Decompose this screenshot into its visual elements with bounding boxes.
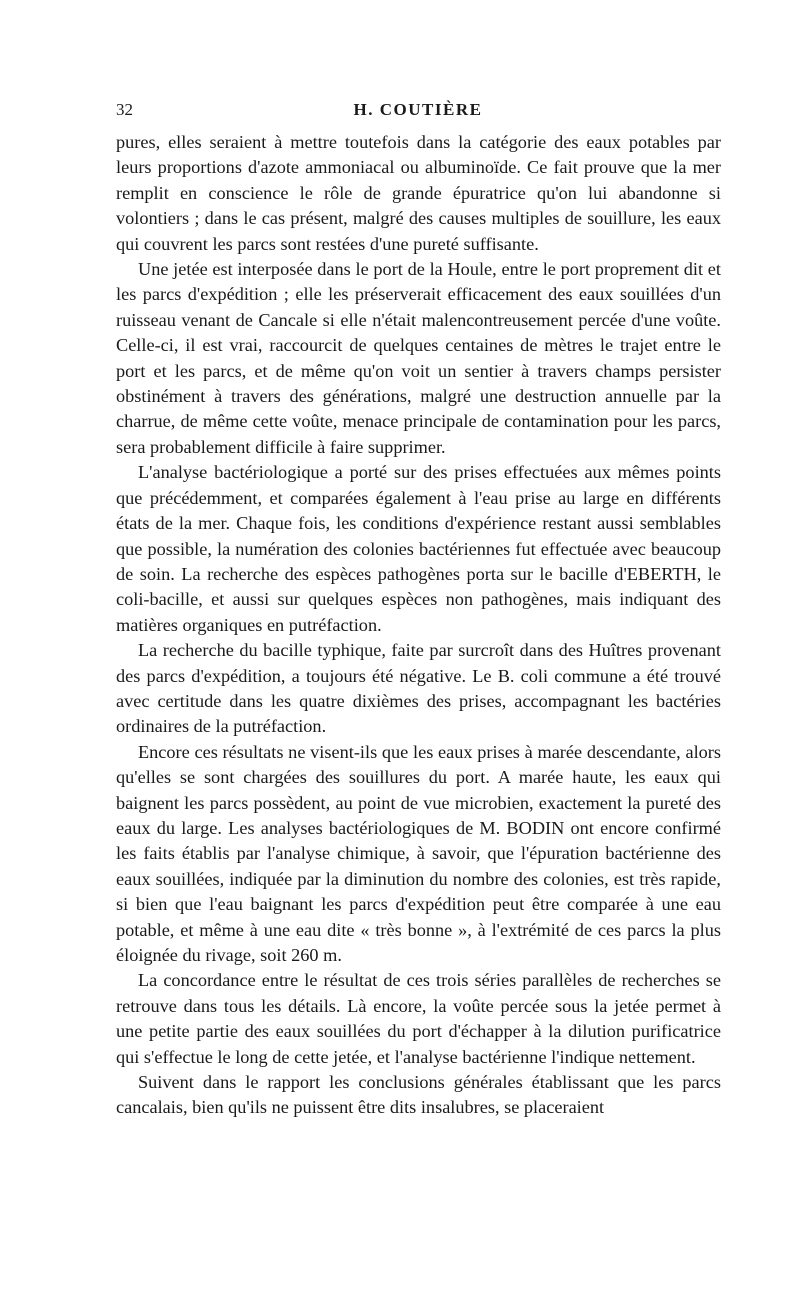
paragraph-7: Suivent dans le rapport les conclusions générales établissant que les parcs cancalais, bien qu'ils ne puissent être dits insalubres, se placeraient [116,1072,721,1118]
paragraph-3: L'analyse bactériologique a porté sur des prises effectuées aux mêmes points que précédemment, et comparées également à l'eau prise au large en différents états de la mer. Chaque fois, les conditions d'expérience restant aussi semblables que possible, la numération des colonies bactériennes fut effectuée avec beaucoup de soin. La recherche des espèces pathogènes porta sur le bacille d'EBERTH, le coli-bacille, et aussi sur quelques espèces non pathogènes, mais indiquant des matières organiques en putréfaction. [116,462,721,635]
page-header [116,100,720,122]
paragraph-4: La recherche du bacille typhique, faite par surcroît dans des Huîtres provenant des parcs d'expédition, a toujours été négative. Le B. coli commune a été trouvé avec certitude dans les quatre dixièmes des prises, accompagnant les bactéries ordinaires de la putréfaction. [116,640,721,737]
page-number: 32 [116,100,133,119]
paragraph-1: pures, elles seraient à mettre toutefois dans la catégorie des eaux potables par leurs proportions d'azote ammoniacal ou albuminoïde. Ce fait prouve que la mer remplit en conscience le rôle de grande épuratrice qu'on lui abandonne si volontiers ; dans le cas présent, malgré des causes multiples de souillure, les eaux qui couvrent les parcs sont restées d'une pureté suffisante. [116,132,721,254]
paragraph-5: Encore ces résultats ne visent-ils que les eaux prises à marée descendante, alors qu'elles se sont chargées des souillures du port. A marée haute, les eaux qui baignent les parcs possèdent, au point de vue microbien, exactement la pureté des eaux du large. Les analyses bactériologiques de M. BODIN ont encore confirmé les faits établis par l'analyse chimique, à savoir, que l'épuration bactérienne des eaux souillées, indiquée par la diminution du nombre des colonies, est très rapide, si bien que l'eau baignant les parcs d'expédition peut être comparée à une eau potable, et même à une eau dite « très bonne », à l'extrémité de ces parcs la plus éloignée du rivage, soit 260 m. [116,741,721,965]
paragraph-2: Une jetée est interposée dans le port de la Houle, entre le port proprement dit et les parcs d'expédition ; elle les préserverait efficacement des eaux souillées d'un ruisseau venant de Cancale si elle n'était malencontreusement percée d'une voûte. Celle-ci, il est vrai, raccourcit de quelques centaines de mètres le trajet entre le port et les parcs, et de même qu'on voit un sentier à travers champs persister obstinément à travers des générations, malgré une destruction annuelle par la charrue, de même cette voûte, menace principale de contamination pour les parcs, sera probablement difficile à faire supprimer. [116,259,721,457]
paragraph-6: La concordance entre le résultat de ces trois séries parallèles de recherches se retrouve dans tous les détails. Là encore, la voûte percée sous la jetée permet à une petite partie des eaux souillées du port d'échapper à la dilution purificatrice qui s'effectue le long de cette jetée, et l'analyse bactérienne l'indique nettement. [116,970,721,1067]
body-text [116,130,721,1121]
running-head: H. COUTIÈRE [353,100,483,119]
